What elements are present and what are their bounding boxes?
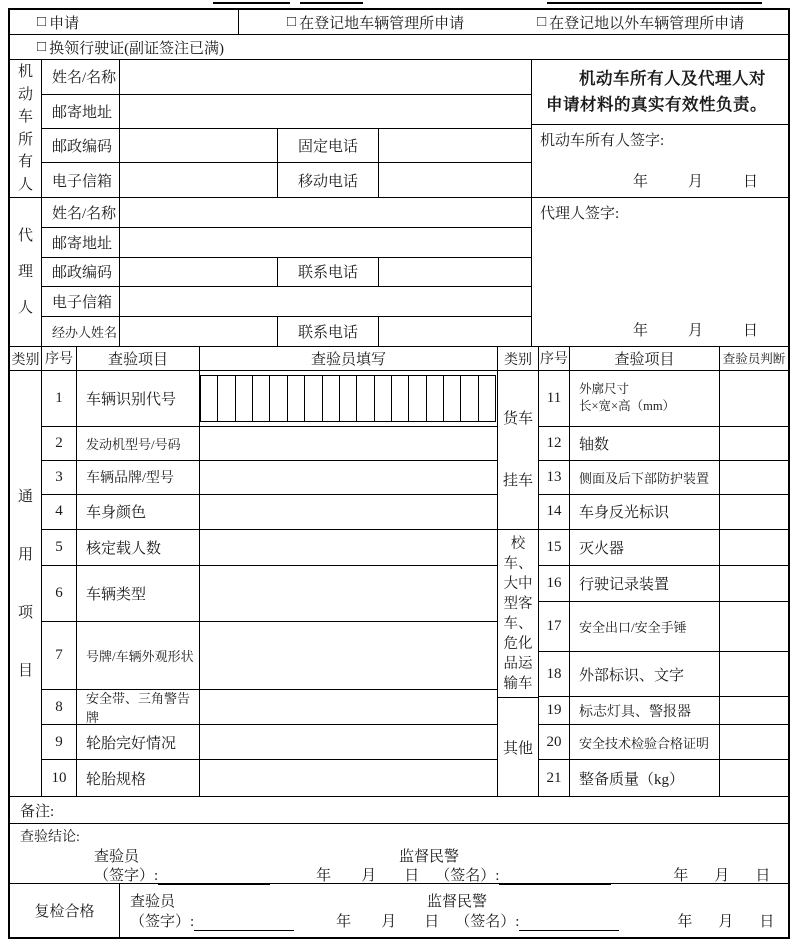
owner-address-input-cell[interactable] (120, 95, 532, 128)
owner-signature-cell[interactable] (532, 125, 788, 197)
option-apply-label: 申请 (49, 15, 80, 32)
date-day: 日 (404, 868, 420, 884)
row-no: 7 (42, 622, 77, 689)
agent-email-label: 电子信箱 (42, 287, 120, 316)
truck-trailer-category: 货车挂车 (498, 371, 539, 530)
agent-email-input-cell[interactable] (120, 287, 532, 316)
general-items-category: 通用项目 (10, 371, 42, 796)
row-item: 车辆类型 (77, 566, 200, 622)
agent-contact2-input-cell[interactable] (379, 317, 532, 346)
row-no: 2 (42, 427, 77, 460)
vehicle-inspection-form (8, 8, 790, 939)
row-item: 发动机型号/号码 (77, 427, 200, 460)
police-signature-line[interactable] (499, 870, 611, 885)
row-no: 20 (539, 725, 570, 759)
date-month: 月 (361, 868, 377, 884)
fill-cell[interactable] (200, 461, 497, 494)
fill-cell[interactable] (200, 690, 497, 724)
row-item: 安全技术检验合格证明 (570, 725, 720, 759)
option-renew-license[interactable] (10, 35, 788, 59)
date-month: 月 (381, 914, 397, 930)
row-no: 13 (539, 461, 570, 494)
agent-name-label: 姓名/名称 (42, 198, 120, 227)
vin-box[interactable] (253, 376, 270, 421)
fill-cell[interactable] (200, 622, 497, 689)
inspector-sign-label: （签字）: (94, 868, 159, 884)
agent-sign-label: 代理人签字: (540, 206, 620, 222)
row-item: 行驶记录装置 (570, 566, 720, 602)
date-year: 年 (336, 914, 352, 930)
judge-cell[interactable] (720, 602, 788, 651)
fill-cell[interactable] (200, 566, 497, 622)
fill-cell[interactable] (200, 725, 497, 759)
recheck-section (10, 884, 788, 937)
vin-box[interactable] (340, 376, 357, 421)
agent-signature-cell[interactable] (532, 198, 788, 346)
inspection-section (10, 347, 788, 797)
agent-contact2-label: 联系电话 (278, 317, 379, 346)
left-category-header: 类别 (10, 347, 42, 371)
agent-contact-label: 联系电话 (278, 258, 379, 287)
row-item: 车辆品牌/型号 (77, 461, 200, 494)
judge-cell[interactable] (720, 530, 788, 565)
checkbox-icon[interactable]: □ (537, 13, 547, 30)
option-outside-place-label: 在登记地以外车辆管理所申请 (549, 15, 745, 32)
cropped-header-line (547, 2, 762, 4)
right-no-header: 序号 (539, 347, 570, 370)
recheck-police-signature-line[interactable] (519, 916, 619, 931)
owner-email-label: 电子信箱 (42, 163, 120, 197)
bus-dangerous-category: 校车、大中型客车、危化品运输车 (498, 530, 539, 698)
row-item: 轮胎规格 (77, 760, 200, 796)
row-no: 15 (539, 530, 570, 565)
recheck-label: 复检合格 (10, 884, 120, 937)
judge-cell[interactable] (720, 760, 788, 796)
agent-handler-input-cell[interactable] (120, 317, 278, 346)
vin-box[interactable] (270, 376, 287, 421)
date-month: 月 (714, 868, 730, 884)
owner-zip-label: 邮政编码 (42, 129, 120, 163)
conclusion-label: 查验结论: (20, 830, 80, 845)
agent-sign-date: 年 月 日 (632, 323, 758, 339)
option-apply[interactable] (10, 10, 239, 34)
date-month: 月 (718, 914, 734, 930)
agent-zip-input-cell[interactable] (120, 258, 278, 287)
row-item: 车辆识别代号 (77, 371, 200, 426)
agent-address-input-cell[interactable] (120, 228, 532, 257)
inspection-table-special (498, 347, 788, 796)
row-no: 3 (42, 461, 77, 494)
fill-cell[interactable] (200, 760, 497, 796)
agent-address-label: 邮寄地址 (42, 228, 120, 257)
owner-section (10, 60, 788, 198)
vin-box[interactable] (375, 376, 392, 421)
date-year: 年 (677, 914, 693, 930)
judge-cell[interactable] (720, 461, 788, 494)
cropped-header-line (300, 2, 363, 4)
judge-cell[interactable] (720, 652, 788, 696)
vin-box[interactable] (305, 376, 322, 421)
judge-cell[interactable] (720, 725, 788, 759)
row-no: 12 (539, 427, 570, 460)
inspection-table-general (10, 347, 498, 796)
row-no: 8 (42, 690, 77, 724)
row-item: 车身反光标识 (570, 495, 720, 529)
remark-label: 备注: (20, 804, 55, 820)
row-item: 外廓尺寸 长×宽×高（mm） (570, 371, 720, 426)
vin-fill-cell[interactable] (200, 371, 497, 426)
row-no: 11 (539, 371, 570, 426)
police-sign-label: （签名）: (455, 914, 520, 930)
vin-box[interactable] (236, 376, 253, 421)
row-no: 21 (539, 760, 570, 796)
judge-cell[interactable] (720, 427, 788, 460)
agent-handler-label: 经办人姓名 (42, 317, 120, 346)
date-day: 日 (424, 914, 440, 930)
row-item: 灭火器 (570, 530, 720, 565)
owner-category-label: 机动车所有人 (10, 60, 42, 197)
renew-license-row (10, 35, 788, 60)
vin-box[interactable] (323, 376, 340, 421)
judge-cell[interactable] (720, 697, 788, 724)
vin-box[interactable] (392, 376, 409, 421)
recheck-inspector-signature-line[interactable] (194, 916, 294, 931)
police-label: 监督民警 (427, 894, 488, 910)
row-no: 10 (42, 760, 77, 796)
row-no: 18 (539, 652, 570, 696)
row-item: 侧面及后下部防护装置 (570, 461, 720, 494)
row-item: 轮胎完好情况 (77, 725, 200, 759)
row-item: 安全出口/安全手锤 (570, 602, 720, 651)
row-item: 号牌/车辆外观形状 (77, 622, 200, 689)
checkbox-icon[interactable]: □ (37, 13, 47, 30)
owner-name-input-cell[interactable] (120, 60, 532, 94)
row-no: 1 (42, 371, 77, 426)
police-label: 监督民警 (399, 849, 460, 865)
option-registered-place-label: 在登记地车辆管理所申请 (299, 15, 465, 32)
owner-sign-label: 机动车所有人签字: (540, 133, 665, 149)
row-no: 19 (539, 697, 570, 724)
row-item: 标志灯具、警报器 (570, 697, 720, 724)
conclusion-section (10, 824, 788, 884)
vin-box[interactable] (357, 376, 374, 421)
fill-cell[interactable] (200, 427, 497, 460)
row-no: 9 (42, 725, 77, 759)
agent-category-label: 代理人 (10, 198, 42, 346)
row-item: 轴数 (570, 427, 720, 460)
application-type-row (10, 10, 788, 35)
owner-tel-label: 固定电话 (278, 129, 379, 163)
owner-mobile-input-cell[interactable] (379, 163, 532, 197)
row-no: 17 (539, 602, 570, 651)
vin-box[interactable] (288, 376, 305, 421)
inspector-label: 查验员 (94, 849, 140, 865)
agent-section (10, 198, 788, 347)
row-no: 14 (539, 495, 570, 529)
row-item: 车身颜色 (77, 495, 200, 529)
judge-cell[interactable] (720, 495, 788, 529)
right-category-header: 类别 (498, 347, 539, 371)
remark-row[interactable] (10, 797, 788, 824)
owner-sign-date: 年 月 日 (632, 174, 758, 190)
cropped-header-line (213, 2, 290, 4)
date-day: 日 (755, 868, 771, 884)
vin-box[interactable] (461, 376, 478, 421)
left-no-header: 序号 (42, 347, 77, 370)
row-no: 5 (42, 530, 77, 565)
judge-cell[interactable] (720, 371, 788, 426)
owner-address-label: 邮寄地址 (42, 95, 120, 128)
owner-email-input-cell[interactable] (120, 163, 278, 197)
row-no: 6 (42, 566, 77, 622)
police-sign-label: （签名）: (435, 868, 500, 884)
owner-name-label: 姓名/名称 (42, 60, 120, 94)
option-registered-place[interactable] (287, 12, 464, 33)
owner-tel-input-cell[interactable] (379, 129, 532, 163)
vin-box[interactable] (201, 376, 218, 421)
agent-zip-label: 邮政编码 (42, 258, 120, 287)
owner-zip-input-cell[interactable] (120, 129, 278, 163)
row-no: 16 (539, 566, 570, 602)
checkbox-icon[interactable]: □ (37, 38, 47, 55)
inspector-sign-label: （签字）: (130, 914, 195, 930)
vin-box[interactable] (479, 376, 495, 421)
left-fill-header: 查验员填写 (310, 351, 386, 368)
row-item: 整备质量（kg） (570, 760, 720, 796)
option-location-group (239, 10, 788, 34)
date-year: 年 (316, 868, 332, 884)
judge-cell[interactable] (720, 566, 788, 602)
row-no: 4 (42, 495, 77, 529)
vin-box[interactable] (427, 376, 444, 421)
fill-cell[interactable] (200, 530, 497, 565)
row-item: 安全带、三角警告牌 (77, 690, 200, 724)
checkbox-icon[interactable]: □ (287, 13, 297, 30)
vin-character-boxes[interactable] (200, 375, 496, 422)
row-item: 核定载人数 (77, 530, 200, 565)
other-category: 其他 (498, 698, 539, 796)
right-judge-header: 查验员判断 (722, 352, 786, 367)
date-day: 日 (759, 914, 775, 930)
vin-box[interactable] (444, 376, 461, 421)
agent-contact-input-cell[interactable] (379, 258, 532, 287)
date-year: 年 (673, 868, 689, 884)
declaration-text: 机动车所有人及代理人对申请材料的真实有效性负责。 (532, 60, 788, 125)
option-outside-place[interactable] (537, 12, 744, 33)
left-item-header: 查验项目 (77, 347, 200, 370)
inspector-signature-line[interactable] (158, 870, 270, 885)
row-item: 外部标识、文字 (570, 652, 720, 696)
right-item-header: 查验项目 (570, 347, 720, 370)
inspector-label: 查验员 (130, 894, 176, 910)
option-renew-license-label: 换领行驶证(副证签注已满) (49, 40, 225, 57)
fill-cell[interactable] (200, 495, 497, 529)
agent-name-input-cell[interactable] (120, 198, 532, 227)
owner-mobile-label: 移动电话 (278, 163, 379, 197)
vin-box[interactable] (218, 376, 235, 421)
vin-box[interactable] (409, 376, 426, 421)
